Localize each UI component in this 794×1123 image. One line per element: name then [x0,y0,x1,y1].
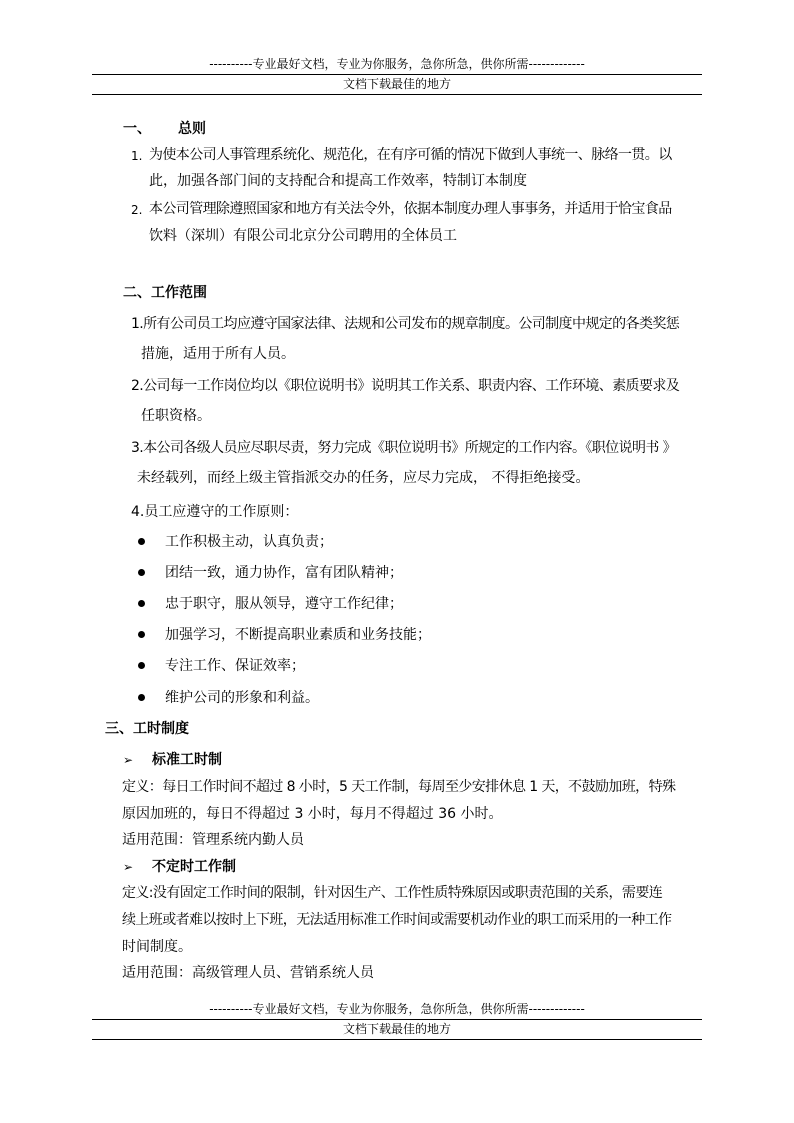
header-tagline: ----------专业最好文档，专业为你服务，急你所急，供你所需------------- [209,57,585,71]
section2-principles-title: 4.员工应遵守的工作原则： [131,504,299,520]
bullet-icon [138,631,145,638]
footer-tagline: ----------专业最好文档，专业为你服务，急你所急，供你所需------------- [209,1002,585,1016]
standard-hours-scope: 适用范围：管理系统内勤人员 [122,832,304,848]
flexible-hours-definition-line2: 续上班或者难以按时上下班，无法适用标准工作时间或需要机动作业的职工而采用的一种工作 [122,912,672,928]
standard-hours-title: 标准工时制 [152,752,222,768]
bullet-icon [138,662,145,669]
principle-item: 忠于职守，服从领导，遵守工作纪律； [165,596,403,612]
footer-rule-bottom [92,1039,702,1040]
section2-item3-line2: 未经载列，而经上级主管指派交办的任务，应尽力完成， 不得拒绝接受。 [137,470,590,486]
principle-item: 加强学习，不断提高职业素质和业务技能； [165,627,431,643]
section1-item2-line1: 本公司管理除遵照国家和地方有关法令外，依据本制度办理人事事务，并适用于恰宝食品 [149,201,672,217]
footer-subtitle: 文档下载最佳的地方 [342,1022,451,1036]
section1-item2-number: 2. [131,203,143,217]
header-rule-top [92,74,702,75]
principle-item: 工作积极主动，认真负责； [165,534,333,550]
flexible-hours-definition-line3: 时间制度。 [122,939,192,955]
standard-hours-definition-line2: 原因加班的，每日不得超过 3 小时，每月不得超过 36 小时。 [122,806,503,822]
section2-item1-line1: 1.所有公司员工均应遵守国家法律、法规和公司发布的规章制度。公司制度中规定的各类奖惩 [131,316,680,332]
section1-item1-line2: 此，加强各部门间的支持配合和提高工作效率，特制订本制度 [149,173,527,189]
section1-item1-line1: 为使本公司人事管理系统化、规范化，在有序可循的情况下做到人事统一、脉络一贯。以 [149,147,672,163]
header-rule-bottom [92,94,702,95]
principle-item: 专注工作、保证效率； [165,658,305,674]
bullet-icon [138,569,145,576]
principle-item: 维护公司的形象和利益。 [165,690,319,706]
flexible-hours-scope: 适用范围：高级管理人员、营销系统人员 [122,965,374,981]
bullet-icon [138,600,145,607]
section2-item3-line1: 3.本公司各级人员应尽职尽责，努力完成《职位说明书》所规定的工作内容。《职位说明书 》 [131,440,677,456]
bullet-icon [138,694,145,701]
section2-title: 二、工作范围 [123,285,207,301]
footer-rule-top [92,1019,702,1020]
principle-item: 团结一致，通力协作，富有团队精神； [165,565,403,581]
flexible-hours-title: 不定时工作制 [152,859,236,875]
section2-item2-line1: 2.公司每一工作岗位均以《职位说明书》说明其工作关系、职责内容、工作环境、素质要求及 [131,378,680,394]
section2-item2-line2: 任职资格。 [141,408,211,424]
section1-item1-number: 1. [131,149,143,163]
section2-item1-line2: 措施，适用于所有人员。 [141,346,295,362]
section3-title: 三、工时制度 [105,721,189,737]
standard-hours-definition-line1: 定义：每日工作时间不超过 8 小时，5 天工作制，每周至少安排休息 1 天，不鼓励加班，特殊 [122,779,676,795]
header-subtitle: 文档下载最佳的地方 [342,77,451,91]
flexible-hours-definition-line1: 定义:没有固定工作时间的限制，针对因生产、工作性质特殊原因或职责范围的关系，需要连 [122,885,663,901]
bullet-icon [138,538,145,545]
section1-number: 一、 [123,121,151,137]
arrow-bullet-icon: ➢ [123,860,134,874]
arrow-bullet-icon: ➢ [123,753,134,767]
section1-title: 总则 [178,121,206,137]
section1-item2-line2: 饮料（深圳）有限公司北京分公司聘用的全体员工 [149,228,457,244]
